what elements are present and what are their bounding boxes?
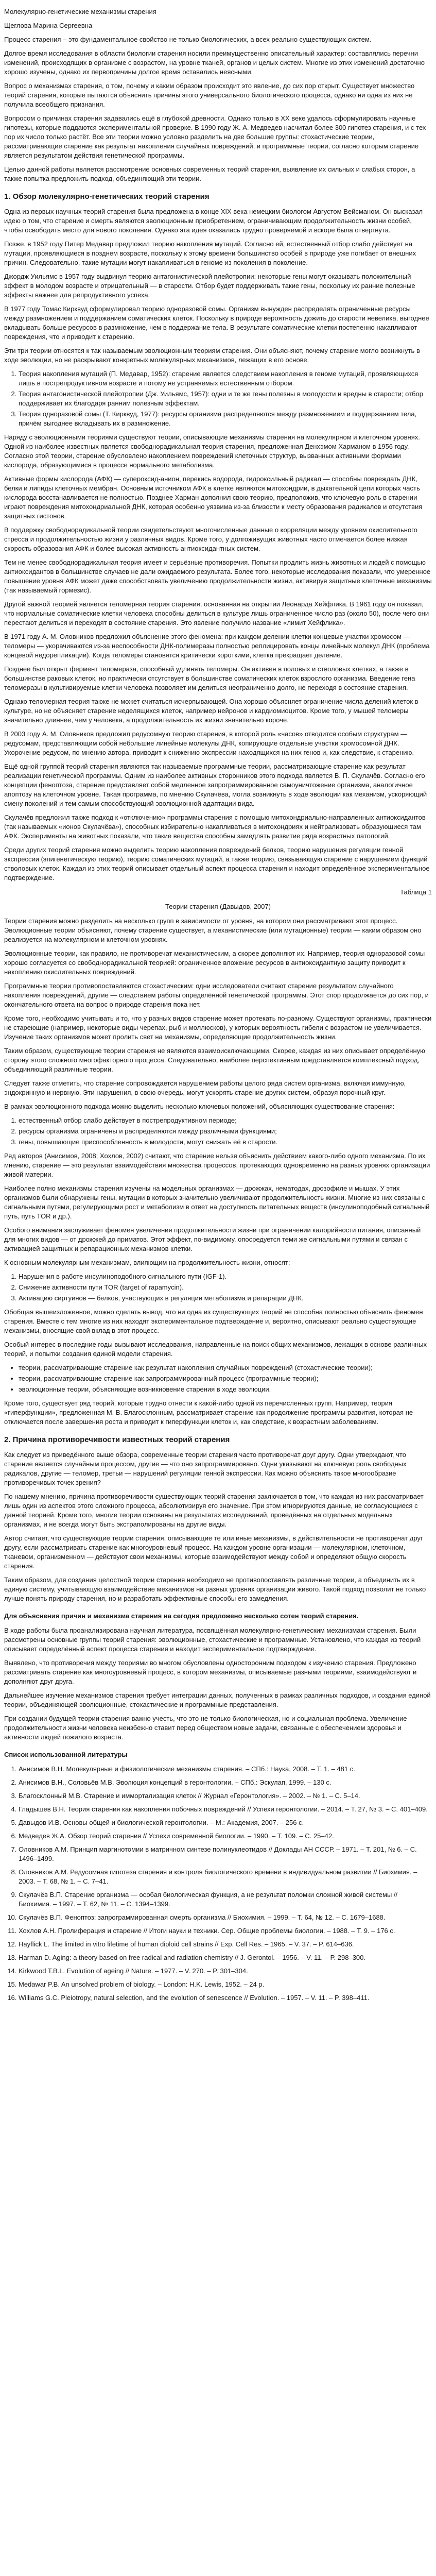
table-number: Таблица 1 <box>400 888 432 896</box>
list-item: 3. Теория одноразовой сомы (Т. Кирквуд, 1977): ресурсы организма распределяются между размножением и поддержанием тела, причём выгоднее вкладывать их в размножение. <box>19 410 432 428</box>
paragraph: Джордж Уильямс в 1957 году выдвинул теорию антагонистической плейотропии: некоторые гены могут оказывать положительный эффект в молодом возрасте и отрицательный — в старости. Отбор будет поддерживать такие гены, поскольку их ранние полезные эффекты важнее для репродуктивного успеха. <box>4 273 415 299</box>
list-item: • теории, рассматривающие старение как результат накопления случайных повреждений (стохастические теории); <box>19 1363 432 1372</box>
paragraph: Тем не менее свободнорадикальная теория имеет и серьёзные противоречия. Попытки продлить жизнь животных и людей с помощью антиоксидантов в большинстве случаев не дали ожидаемого результата. Более того, некоторые исследования показали, что умеренное повышение уровня АФК может даже способствовать увеличению продолжительности жизни, активируя защитные клеточные механизмы (так называемый гормезис). <box>4 558 432 594</box>
paragraph: При создании будущей теории старения важно учесть, что это не только биологическая, но и социальная проблема. Увеличение продолжительности жизни человека неизбежно ставит перед обществом новые задачи, связанные с обеспечением здоровья и активности людей пожилого возраста. <box>4 1715 407 1741</box>
references-heading: Список использованной литературы <box>4 1751 128 1758</box>
paragraph: Обобщая вышеизложенное, можно сделать вывод, что ни одна из существующих теорий не способна полностью объяснить феномен старения. Вместе с тем многие из них находят экспериментальное подтверждение и, вероятно, описывают реально существующие механизмы, вносящие свой вклад в этот процесс. <box>4 1308 423 1334</box>
paragraph: В 2003 году А. М. Оловников предложил редусомную теорию старения, в которой роль «часов» отводится особым структурам — редусомам, представляющим собой небольшие линейные молекулы ДНК, копирующие отдельные участки хромосомной ДНК. Укорочение редусом, по мнению автора, приводит к снижению экспрессии находящихся на них генов и, как следствие, к старению. <box>4 730 414 756</box>
paragraph: В рамках эволюционного подхода можно выделить несколько ключевых положений, объясняющих существование старения: <box>4 1103 395 1110</box>
paragraph: В 1977 году Томас Кирквуд сформулировал теорию одноразовой сомы. Организм вынужден распределять ограниченные ресурсы между размножением и поддержанием соматических клеток. Поскольку в природе вероятность дожить до старости невелика, выгоднее вкладывать больше ресурсов в размножение, чем в поддержание тела. В результате соматические клетки постепенно накапливают повреждения, что и приводит к старению. <box>4 305 429 341</box>
list-item: 1. Теория накопления мутаций (П. Медавар, 1952): старение является следствием накопления в геноме мутаций, проявляющихся лишь в пострепродуктивном возрасте и потому не устраняемых естественным отбором. <box>19 369 432 388</box>
paragraph: Как следует из приведённого выше обзора, современные теории старения часто противоречат друг другу. Одни утверждают, что старение является случайным процессом, другие — что оно запрограммировано. Одни указывают на ключевую роль свободных радикалов, другие — теломер, третьи — нарушений регуляции генной экспрессии. Как можно объяснить такое многообразие противоречивых точек зрения? <box>4 1451 407 1486</box>
paragraph: Другой важной теорией является теломерная теория старения, основанная на открытии Леонарда Хейфлика. В 1961 году он показал, что нормальные соматические клетки человека способны делиться в культуре лишь ограниченное число раз (около 50), после чего они перестают делиться и переходят в состояние старения. Это явление получило название «лимит Хейфлика». <box>4 600 429 626</box>
paragraph: Таким образом, для создания целостной теории старения необходимо не противопоставлять различные теории, а объединить их в единую систему, учитывающую взаимодействие механизмов на разных уровнях организации живого. Такой подход позволит не только лучше понять природу старения, но и разработать эффективные способы его замедления. <box>4 1576 426 1602</box>
paragraph: Автор считает, что существующие теории старения, описывающие те или иные механизмы, в действительности не противоречат друг другу, если рассматривать старение как многоуровневый процесс. На каждом уровне организации — молекулярном, клеточном, тканевом, организменном — действуют свои механизмы, которые взаимодействуют между собой и определяют общую скорость старения. <box>4 1534 423 1570</box>
paragraph: Долгое время исследования в области биологии старения носили преимущественно описательный характер: составлялись перечни изменений, происходящих в организме с возрастом, на уровне тканей, органов и целых систем. Многие из этих изменений достаточно хорошо изучены, однако их первопричины долгое время оставались неясными. <box>4 49 425 76</box>
paragraph: Среди других теорий старения можно выделить теорию накопления повреждений белков, теорию нарушения регуляции генной экспрессии (эпигенетическую теорию), теорию соматических мутаций, а также теорию, связывающую старение с нарушением функций стволовых клеток. Каждая из этих теорий описывает отдельный аспект процесса старения и находит определённое экспериментальное подтверждение. <box>4 846 430 882</box>
paragraph: Ряд авторов (Анисимов, 2008; Хохлов, 2002) считают, что старение нельзя объяснить действием какого-либо одного механизма. По их мнению, старение — это результат взаимодействия множества процессов, протекающих одновременно на разных уровнях организации живой материи. <box>4 1152 430 1178</box>
reference-item: 5. Давыдов И.В. Основы общей и биологической геронтологии. – М.: Академия, 2007. – 256 с. <box>19 1818 432 1827</box>
paragraph: Наиболее полно механизмы старения изучены на модельных организмах — дрожжах, нематодах, дрозофиле и мышах. У этих организмов были обнаружены гены, мутации в которых значительно увеличивают продолжительность жизни. Многие из них связаны с сигнальными путями, регулирующими рост и метаболизм в ответ на доступность питательных веществ (инсулиноподобный сигнальный путь, путь TOR и др.). <box>4 1184 430 1220</box>
paragraph: По нашему мнению, причина противоречивости существующих теорий старения заключается в том, что каждая из них рассматривает лишь один из аспектов этого сложного процесса, абсолютизируя его значение. При этом игнорируются данные, не согласующиеся с данной теорией. Кроме того, многие теории основаны на результатах исследований, проведённых на отдельных модельных организмах, и не всегда могут быть экстраполированы на другие виды. <box>4 1493 424 1528</box>
paragraph: Дальнейшее изучение механизмов старения требует интеграции данных, полученных в рамках различных подходов, и создания единой теории, объединяющей эволюционные, стохастические и программные представления. <box>4 1691 431 1708</box>
list-item: 2. ресурсы организма ограничены и распределяются между различными функциями; <box>19 1127 432 1136</box>
paragraph: Однако теломерная теория также не может считаться исчерпывающей. Она хорошо объясняет ограничение числа делений клеток в культуре, но не объясняет старение неделящихся клеток, например нейронов и кардиомиоцитов. Кроме того, у мышей теломеры значительно длиннее, чем у человека, а продолжительность их жизни значительно короче. <box>4 698 418 724</box>
list-item: 1. естественный отбор слабо действует в пострепродуктивном периоде; <box>19 1116 432 1125</box>
paragraph: В ходе работы была проанализирована научная литература, посвящённая молекулярно-генетическим механизмам старения. Были рассмотрены основные группы теорий старения: эволюционные, стохастические и программные. Установлено, что каждая из теорий описывает определённый аспект процесса старения и находит экспериментальное подтверждение. <box>4 1626 421 1653</box>
paragraph: В поддержку свободнорадикальной теории свидетельствуют многочисленные данные о корреляции между уровнем окислительного стресса и продолжительностью жизни у различных видов. Кроме того, у долгоживущих животных часто отмечается более низкая скорость образования АФК и более высокая активность антиоксидантных систем. <box>4 526 417 552</box>
paragraph: Наряду с эволюционными теориями существуют теории, описывающие механизмы старения на молекулярном и клеточном уровнях. Одной из наиболее известных является свободнорадикальная теория старения, предложенная Денхэмом Харманом в 1956 году. Согласно этой теории, старение обусловлено накоплением повреждений клеточных структур, вызванных активными формами кислорода, образующимися в процессе нормального метаболизма. <box>4 433 420 469</box>
paragraph: Ещё одной группой теорий старения являются так называемые программные теории, рассматривающие старение как результат реализации генетической программы. Одним из наиболее активных сторонников этого подхода является В. П. Скулачёв. Согласно его концепции феноптоза, старение представляет собой медленное запрограммированное самоуничтожение организма, аналогичное апоптозу на клеточном уровне. Такая программа, по мнению Скулачёва, могла возникнуть в ходе эволюции как механизм, ускоряющий смену поколений и тем самым способствующий эволюционной адаптации вида. <box>4 762 427 807</box>
paragraph: Особого внимания заслуживает феномен увеличения продолжительности жизни при ограничении калорийности питания, описанный для многих видов — от дрожжей до приматов. Этот эффект, по-видимому, опосредуется теми же сигнальными путями и связан с активацией защитных и репарационных механизмов клетки. <box>4 1226 421 1252</box>
reference-item: 4. Гладышев В.Н. Теория старения как накопления побочных повреждений // Успехи геронтологии. – 2014. – Т. 27, № 3. – С. 401–409. <box>19 1805 432 1814</box>
reference-item: 3. Благосклонный М.В. Старение и иммортализация клеток // Журнал «Геронтология». – 2002. – № 1. – С. 5–14. <box>19 1791 432 1801</box>
paragraph: Позже, в 1952 году Питер Медавар предложил теорию накопления мутаций. Согласно ей, естественный отбор слабо действует на мутации, проявляющиеся в позднем возрасте, поскольку к этому времени большинство особей в природе уже погибает от внешних причин. Следовательно, такие мутации могут накапливаться в геноме из поколения в поколение. <box>4 240 416 266</box>
document-title: Молекулярно-генетические механизмы старения <box>4 8 156 15</box>
paragraph: Скулачёв предложил также подход к «отключению» программы старения с помощью митохондриально-направленных антиоксидантов (так называемых «ионов Скулачёва»), способных избирательно накапливаться в митохондриях и нейтрализовать образующиеся там АФК. Эксперименты на животных показали, что такие вещества способны замедлять развитие ряда возрастных патологий. <box>4 814 426 840</box>
list-item: 3. Активацию сиртуинов — белков, участвующих в регуляции метаболизма и репарации ДНК. <box>19 1294 432 1303</box>
paragraph: Кроме того, существует ряд теорий, которые трудно отнести к какой-либо одной из перечисленных групп. Например, теория «гиперфункции», предложенная М. В. Благосклонным, рассматривает старение как продолжение программы развития, которая не отключается после завершения роста и приводит к гиперфункции клеток и, как следствие, к возрастным заболеваниям. <box>4 1399 413 1426</box>
reference-item: 11. Хохлов А.Н. Пролиферация и старение // Итоги науки и техники. Сер. Общие проблемы биологии. – 1988. – Т. 9. – 176 с. <box>19 1926 432 1936</box>
document-author: Щеглова Марина Сергеевна <box>4 22 93 29</box>
paragraph: Выявлено, что противоречия между теориями во многом обусловлены односторонним подходом к изучению старения. Предложено рассматривать старение как многоуровневый процесс, в котором механизмы, описываемые разными теориями, взаимодействуют и дополняют друг друга. <box>4 1659 417 1685</box>
list-item: 3. гены, повышающие приспособленность в молодости, могут снижать её в старости. <box>19 1138 432 1147</box>
list-item: 2. Теория антагонистической плейотропии (Дж. Уильямс, 1957): одни и те же гены полезны в молодости и вредны в старости; отбор поддерживает их благодаря ранним полезным эффектам. <box>19 389 432 408</box>
reference-item: 2. Анисимов В.Н., Соловьёв М.В. Эволюция концепций в геронтологии. – СПб.: Эскулап, 1999. – 130 с. <box>19 1778 432 1787</box>
list-item: 1. Нарушения в работе инсулиноподобного сигнального пути (IGF-1). <box>19 1272 432 1281</box>
paragraph: К основным молекулярным механизмам, влияющим на продолжительность жизни, относят: <box>4 1259 290 1266</box>
reference-item: 13. Harman D. Aging: a theory based on free radical and radiation chemistry // J. Gerontol. – 1956. – V. 11. – P. 298–300. <box>19 1953 432 1962</box>
reference-item: 6. Медведев Ж.А. Обзор теорий старения // Успехи современной биологии. – 1990. – Т. 109. – С. 25–42. <box>19 1832 432 1841</box>
section-heading: Для объяснения причин и механизма старения на сегодня предложено несколько сотен теорий старения. <box>4 1612 359 1620</box>
paragraph: Позднее был открыт фермент теломераза, способный удлинять теломеры. Он активен в половых и стволовых клетках, а также в большинстве раковых клеток, но практически отсутствует в большинстве соматических клеток взрослого организма. Введение гена теломеразы в культивируемые клетки человека позволяет им делиться неограниченно долго, не переходя в состояние старения. <box>4 665 415 691</box>
paragraph: Активные формы кислорода (АФК) — супероксид-анион, перекись водорода, гидроксильный радикал — способны повреждать ДНК, белки и липиды клеточных мембран. Основным источником АФК в клетке являются митохондрии, в дыхательной цепи которых часть кислорода восстанавливается не полностью. Позднее Харман дополнил свою теорию, предположив, что ключевую роль в старении играют повреждения митохондриальной ДНК, которая особенно уязвима из-за близости к месту образования радикалов и отсутствия защитных гистонов. <box>4 475 423 520</box>
bullet-list <box>4 1363 432 1394</box>
section-heading: 2. Причина противоречивости известных теорий старения <box>4 1435 230 1444</box>
paragraph: Вопросом о причинах старения задавались ещё в глубокой древности. Однако только в XX веке удалось сформулировать научные гипотезы, которые поддаются экспериментальной проверке. В 1990 году Ж. А. Медведев насчитал более 300 гипотез старения, и с тех пор их число только растёт. Все эти теории можно условно разделить на две большие группы: стохастические теории, рассматривающие старение как результат накопления случайных повреждений, и программные теории, согласно которым старение является результатом действия генетической программы. <box>4 114 426 159</box>
intro-section <box>4 35 432 183</box>
numbered-list <box>4 369 432 428</box>
numbered-list <box>4 1116 432 1147</box>
reference-item: 16. Williams G.C. Pleiotropy, natural selection, and the evolution of senescence // Evolution. – 1957. – V. 11. – P. 398–411. <box>19 1993 432 2003</box>
paragraph: Программные теории противопоставляются стохастическим: одни исследователи считают старение результатом случайного накопления повреждений, другие — следствием работы определённой генетической программы. Этот спор продолжается до сих пор, и окончательного ответа на вопрос о природе старения пока нет. <box>4 982 429 1008</box>
paragraph: Таким образом, существующие теории старения не являются взаимоисключающими. Скорее, каждая из них описывает определённую сторону этого сложного многофакторного процесса. Следовательно, наиболее перспективным представляется комплексный подход, объединяющий различные теории. <box>4 1047 425 1073</box>
paragraph: Процесс старения – это фундаментальное свойство не только биологических, а всех реально существующих систем. <box>4 36 372 43</box>
paragraph: Вопрос о механизмах старения, о том, почему и каким образом происходит это явление, до сих пор открыт. Существует множество теорий старения, которые пытаются объяснить причины этого универсального биологического процесса, однако ни одна из них не получила всеобщего признания. <box>4 82 415 108</box>
list-item: • эволюционные теории, объясняющие возникновение старения в ходе эволюции. <box>19 1385 432 1394</box>
reference-item: 12. Hayflick L. The limited in vitro lifetime of human diploid cell strains // Exp. Cell Res. – 1965. – V. 37. – P. 614–636. <box>19 1940 432 1949</box>
reference-item: 14. Kirkwood T.B.L. Evolution of ageing // Nature. – 1977. – V. 270. – P. 301–304. <box>19 1967 432 1976</box>
paragraph: Эволюционные теории, как правило, не противоречат механистическим, а скорее дополняют их. Например, теория одноразовой сомы хорошо согласуется со свободнорадикальной теорией: ограниченное вложение ресурсов в антиоксидантную защиту приводит к накоплению окислительных повреждений. <box>4 950 425 976</box>
paragraph: В 1971 году А. М. Оловников предложил объяснение этого феномена: при каждом делении клетки концевые участки хромосом — теломеры — укорачиваются из-за неспособности ДНК-полимеразы полностью реплицировать концы линейных молекул ДНК (проблема концевой недорепликации). Когда теломеры становятся критически короткими, клетка прекращает деление. <box>4 633 430 659</box>
numbered-list <box>4 1272 432 1303</box>
list-item: • теории, рассматривающие старение как запрограммированный процесс (программные теории); <box>19 1374 432 1383</box>
references-list <box>4 1765 432 2003</box>
paragraph: Целью данной работы является рассмотрение основных современных теорий старения, выявление их сильных и слабых сторон, а также попытка предложить подход, объединяющий эти теории. <box>4 165 415 182</box>
reference-item: 10. Скулачёв В.П. Феноптоз: запрограммированная смерть организма // Биохимия. – 1999. – Т. 64, № 12. – С. 1679–1688. <box>19 1913 432 1922</box>
table-title: Теории старения (Давыдов, 2007) <box>165 903 271 910</box>
reference-item: 15. Medawar P.B. An unsolved problem of biology. – London: H.K. Lewis, 1952. – 24 p. <box>19 1980 432 1989</box>
paragraph: Эти три теории относятся к так называемым эволюционным теориям старения. Они объясняют, почему старение могло возникнуть в ходе эволюции, но не раскрывают конкретных молекулярных механизмов, лежащих в его основе. <box>4 347 420 364</box>
paragraph: Теории старения можно разделить на несколько групп в зависимости от уровня, на котором они рассматривают этот процесс. Эволюционные теории объясняют, почему старение существует, а механистические (или мутационные) теории — каким образом оно реализуется на молекулярном и клеточном уровнях. <box>4 917 422 943</box>
reference-item: 7. Оловников А.М. Принцип маргинотомии в матричном синтезе полинуклеотидов // Доклады АН СССР. – 1971. – Т. 201, № 6. – С. 1496–1499. <box>19 1845 432 1863</box>
reference-item: 9. Скулачёв В.П. Старение организма — особая биологическая функция, а не результат поломки сложной живой системы // Биохимия. – 1997. – Т. 62, № 11. – С. 1394–1399. <box>19 1890 432 1909</box>
section-heading: 1. Обзор молекулярно-генетических теорий старения <box>4 192 210 201</box>
paragraph: Особый интерес в последние годы вызывают исследования, направленные на поиск общих механизмов, лежащих в основе различных теорий, и попытки создания единой модели старения. <box>4 1341 427 1358</box>
paragraph: Кроме того, необходимо учитывать и то, что у разных видов старение может протекать по-разному. Существуют организмы, практически не стареющие (например, некоторые виды черепах, рыб и моллюсков), у которых вероятность гибели с возрастом не увеличивается. Изучение таких организмов может пролить свет на механизмы, определяющие продолжительность жизни. <box>4 1014 432 1041</box>
paragraph: Следует также отметить, что старение сопровождается нарушением работы целого ряда систем организма, включая иммунную, эндокринную и нервную. Эти нарушения, в свою очередь, могут ускорять старение других систем, образуя порочный круг. <box>4 1079 406 1096</box>
paragraph: Одна из первых научных теорий старения была предложена в конце XIX века немецким биологом Августом Вейсманом. Он высказал идею о том, что старение и смерть являются эволюционным приобретением, ограничивающим продолжительность жизни особей, чтобы освободить место для нового поколения. Однако эта идея оказалась трудно проверяемой и вскоре была отвергнута. <box>4 208 423 234</box>
reference-item: 1. Анисимов В.Н. Молекулярные и физиологические механизмы старения. – СПб.: Наука, 2008. – Т. 1. – 481 с. <box>19 1765 432 1774</box>
reference-item: 8. Оловников А.М. Редусомная гипотеза старения и контроля биологического времени в индивидуальном развитии // Биохимия. – 2003. – Т. 68, № 1. – С. 7–41. <box>19 1868 432 1886</box>
list-item: 2. Снижение активности пути TOR (target of rapamycin). <box>19 1283 432 1292</box>
